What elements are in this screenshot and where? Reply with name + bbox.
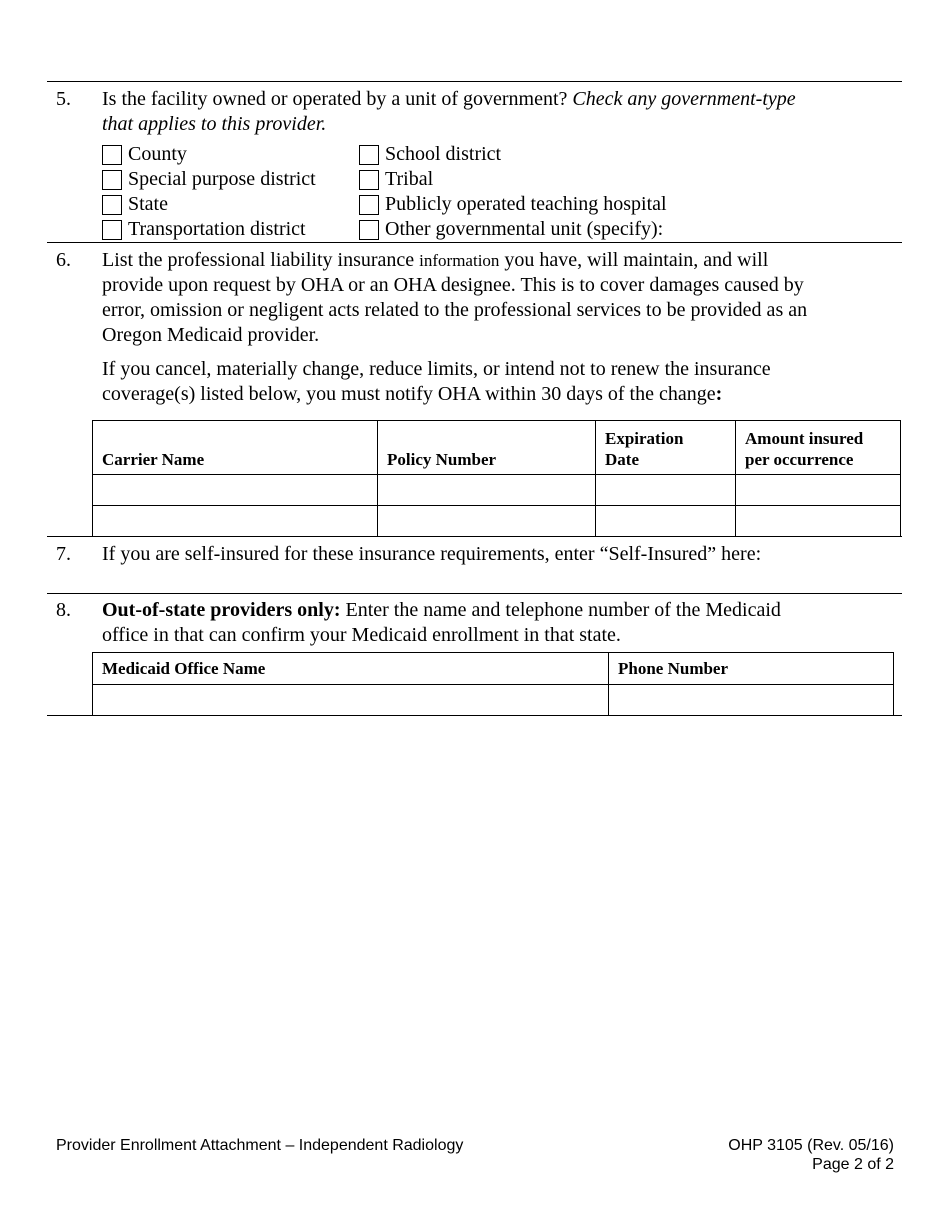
option-tribal-label: Tribal xyxy=(385,168,434,190)
q6-text-small: information xyxy=(419,251,500,270)
checkbox-tribal[interactable] xyxy=(359,170,379,190)
option-state-label: State xyxy=(128,193,168,215)
option-other-governmental-label: Other governmental unit (specify): xyxy=(385,218,664,240)
carrier-name-input-2[interactable] xyxy=(93,506,378,537)
q6-text-b: you have, will maintain, and will xyxy=(504,249,769,271)
option-school-district[interactable] xyxy=(359,142,501,167)
q6-text-line2: provide upon request by OHA or an OHA designee. This is to cover damages caused by xyxy=(102,274,804,296)
header-phone-number: Phone Number xyxy=(609,653,894,685)
header-medicaid-office-name: Medicaid Office Name xyxy=(93,653,609,685)
option-county-label: County xyxy=(128,143,187,165)
amount-insured-input-2[interactable] xyxy=(736,506,901,537)
q8-bold-label: Out-of-state providers only: xyxy=(102,599,341,621)
q5-question xyxy=(102,87,892,137)
q6-number: 6. xyxy=(56,249,71,271)
q5-instruction-2: that applies to this provider. xyxy=(102,113,327,135)
q6-text-line4: Oregon Medicaid provider. xyxy=(102,324,320,346)
expiration-date-input-1[interactable] xyxy=(596,475,736,506)
checkbox-state[interactable] xyxy=(102,195,122,215)
q6-notice-line2: coverage(s) listed below, you must notify OHA within 30 days of the change xyxy=(102,383,716,405)
checkbox-school-district[interactable] xyxy=(359,145,379,165)
checkbox-county[interactable] xyxy=(102,145,122,165)
footer-title: Provider Enrollment Attachment – Independent Radiology xyxy=(56,1137,464,1154)
option-special-purpose-district-label: Special purpose district xyxy=(128,168,316,190)
q6-paragraph-1 xyxy=(102,248,902,348)
q7-number: 7. xyxy=(56,543,71,565)
header-expiration-line2: Date xyxy=(605,450,639,469)
q8-text xyxy=(102,598,902,648)
table-row xyxy=(93,506,901,537)
option-other-governmental[interactable] xyxy=(359,217,663,242)
q5-number: 5. xyxy=(56,88,71,110)
expiration-date-input-2[interactable] xyxy=(596,506,736,537)
header-expiration-line1: Expiration xyxy=(605,429,684,448)
header-amount-line2: per occurrence xyxy=(745,450,854,469)
insurance-table xyxy=(92,420,901,537)
q8-text-line1: Enter the name and telephone number of the Medicaid xyxy=(345,599,781,621)
q6-text-line3: error, omission or negligent acts related to the professional services to be provided as an xyxy=(102,299,808,321)
table-row xyxy=(93,475,901,506)
header-policy-number: Policy Number xyxy=(378,421,596,475)
rule-q8 xyxy=(47,593,902,594)
rule-q6 xyxy=(47,242,902,243)
medicaid-office-table xyxy=(92,652,894,716)
option-special-purpose-district[interactable] xyxy=(102,167,316,192)
option-transportation-district[interactable] xyxy=(102,217,306,242)
policy-number-input-1[interactable] xyxy=(378,475,596,506)
option-teaching-hospital[interactable] xyxy=(359,192,667,217)
header-amount-insured xyxy=(736,421,901,475)
q6-text-a: List the professional liability insurance xyxy=(102,249,415,271)
q5-instruction-1: Check any government-type xyxy=(572,88,796,110)
q7-text: If you are self-insured for these insurance requirements, enter “Self-Insured” here: xyxy=(102,543,762,565)
amount-insured-input-1[interactable] xyxy=(736,475,901,506)
footer-form-id: OHP 3105 (Rev. 05/16) xyxy=(728,1137,894,1154)
footer-page-number: Page 2 of 2 xyxy=(812,1156,894,1173)
checkbox-transportation-district[interactable] xyxy=(102,220,122,240)
self-insured-field[interactable] xyxy=(102,567,902,591)
table-row xyxy=(93,685,894,716)
q5-question-text: Is the facility owned or operated by a unit of government? xyxy=(102,88,568,110)
header-carrier-name: Carrier Name xyxy=(93,421,378,475)
header-amount-line1: Amount insured xyxy=(745,429,864,448)
option-teaching-hospital-label: Publicly operated teaching hospital xyxy=(385,193,667,215)
option-state[interactable] xyxy=(102,192,168,217)
q6-notice-line1: If you cancel, materially change, reduce limits, or intend not to renew the insurance xyxy=(102,358,771,380)
checkbox-teaching-hospital[interactable] xyxy=(359,195,379,215)
checkbox-other-governmental[interactable] xyxy=(359,220,379,240)
checkbox-special-purpose-district[interactable] xyxy=(102,170,122,190)
q8-number: 8. xyxy=(56,599,71,621)
q6-paragraph-2 xyxy=(102,357,902,407)
option-school-district-label: School district xyxy=(385,143,502,165)
carrier-name-input-1[interactable] xyxy=(93,475,378,506)
option-transportation-district-label: Transportation district xyxy=(128,218,306,240)
header-expiration-date xyxy=(596,421,736,475)
q8-text-line2: office in that can confirm your Medicaid enrollment in that state. xyxy=(102,624,621,646)
medicaid-office-name-input[interactable] xyxy=(93,685,609,716)
phone-number-input[interactable] xyxy=(609,685,894,716)
policy-number-input-2[interactable] xyxy=(378,506,596,537)
option-county[interactable] xyxy=(102,142,187,167)
option-tribal[interactable] xyxy=(359,167,433,192)
rule-top xyxy=(47,81,902,82)
q6-notice-colon: : xyxy=(715,383,723,405)
